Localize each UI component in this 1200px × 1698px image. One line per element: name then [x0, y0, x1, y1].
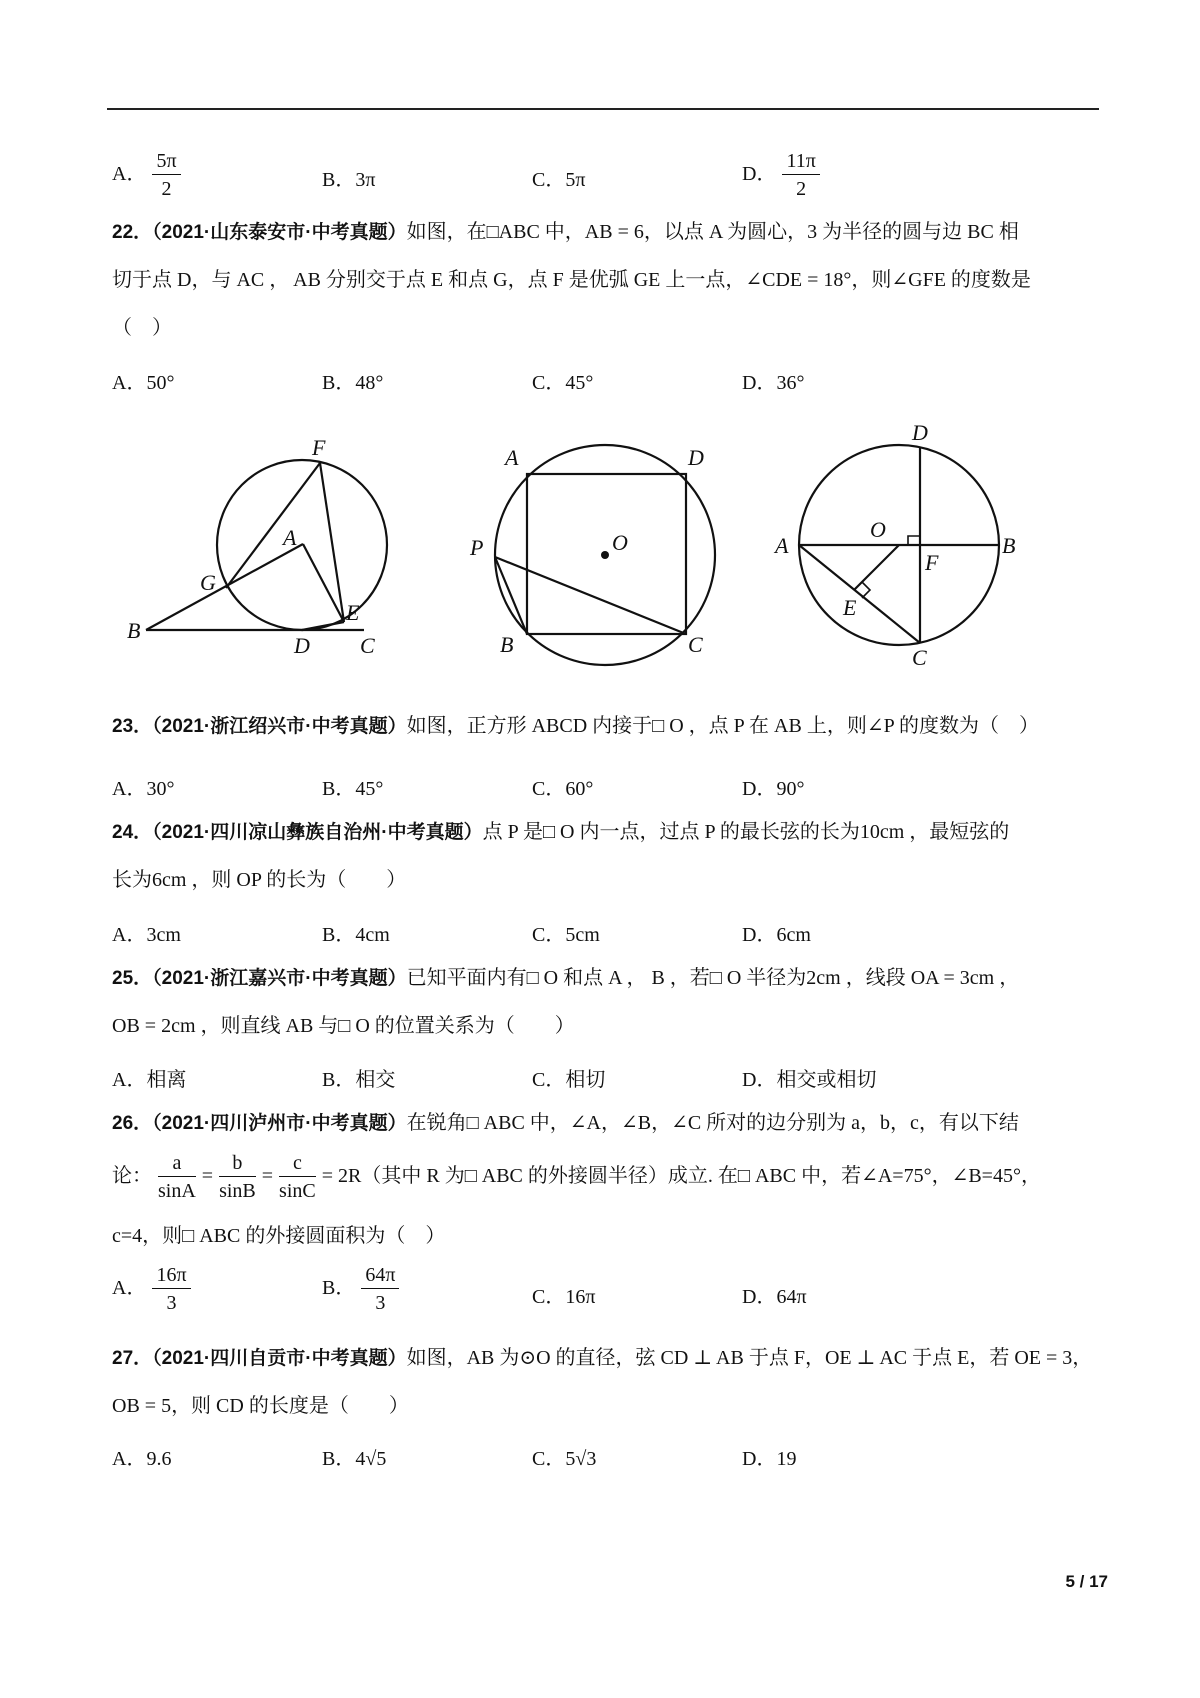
fig1-label-a: A [283, 525, 297, 550]
q26-option-a: A． $\frac{16\pi}{3}$ [112, 1262, 197, 1317]
q26-line1: 26．（2021·四川泸州市·中考真题）在锐角□ ABC 中，∠A，∠B，∠C 所对的边分别为 a，b，c，有以下结 [112, 1112, 1019, 1134]
q25-option-c: C．相切 [532, 1069, 606, 1091]
fig3-label-f: F [925, 550, 939, 575]
fig1-label-d: D [294, 633, 310, 658]
q23-option-a: A．30° [112, 778, 175, 800]
fig2-label-d: D [688, 445, 704, 470]
q23-line1: 23．（2021·浙江绍兴市·中考真题）如图，正方形 ABCD 内接于□ O ，点 P 在 AB 上，则∠P 的度数为（ ） [112, 715, 1039, 737]
q26-source: （2021·四川泸州市·中考真题） [152, 1113, 407, 1134]
q22-number: 22． [112, 222, 153, 243]
q26-option-d: D．64π [742, 1286, 807, 1308]
q22-line3: （ ） [112, 317, 172, 339]
fig3-label-b: B [1002, 533, 1016, 558]
q27-option-d: D．19 [742, 1448, 797, 1470]
q25-line1: 25．（2021·浙江嘉兴市·中考真题）已知平面内有□ O 和点 A ， B ，若□ O 半径为2cm ，线段 OA = 3cm ， [112, 967, 1020, 989]
q26-option-b: B． $\frac{64\pi}{3}$ [322, 1262, 405, 1317]
fig1-label-f: F [312, 435, 326, 460]
q21-option-d: D． $\frac{11\pi}{2}$ [742, 148, 826, 203]
q24-line2: 长为6cm ，则 OP 的长为（ ） [112, 869, 407, 891]
q25-option-a: A．相离 [112, 1069, 187, 1091]
q22-option-b: B．48° [322, 372, 384, 394]
q26-line2: 论： $\frac{a}{\sin A}$ = $\frac{b}{\sin B}$ = $\frac{c}{\sin C}$ = 2R（其中 R 为□ ABC 的外接圆半径）成立. 在□ ABC 中，若∠A=75°，∠B=45°， [112, 1152, 1041, 1202]
q22-option-d: D．36° [742, 372, 805, 394]
fig2-label-a: A [505, 445, 519, 470]
fig3-label-d: D [912, 420, 928, 445]
q22-line2: 切于点 D，与 AC ， AB 分别交于点 E 和点 G，点 F 是优弧 GE 上一点，∠CDE = 18°，则∠GFE 的度数是 [112, 269, 1031, 291]
fig3-label-o: O [870, 517, 886, 542]
q25-source: （2021·浙江嘉兴市·中考真题） [152, 968, 407, 989]
q24-number: 24． [112, 822, 153, 843]
figures [0, 420, 1200, 670]
q24-option-a: A．3cm [112, 924, 181, 946]
fig2-label-c: C [688, 632, 703, 657]
q27-option-c: C．5√3 [532, 1448, 597, 1470]
fig3-label-e: E [843, 595, 857, 620]
fig3-label-a: A [775, 533, 789, 558]
q24-option-b: B．4cm [322, 924, 390, 946]
q25-option-b: B．相交 [322, 1069, 396, 1091]
q26-number: 26． [112, 1113, 153, 1134]
q21-option-a: A． $\frac{5\pi}{2}$ [112, 148, 187, 203]
q25-line2: OB = 2cm ，则直线 AB 与□ O 的位置关系为（ ） [112, 1015, 575, 1037]
q27-option-a: A．9.6 [112, 1448, 172, 1470]
q27-source: （2021·四川自贡市·中考真题） [152, 1348, 407, 1369]
q26-option-c: C．16π [532, 1286, 596, 1308]
fig1-label-g: G [200, 570, 216, 595]
q24-line1: 24．（2021·四川凉山彝族自治州·中考真题）点 P 是□ O 内一点，过点 P 的最长弦的长为10cm ，最短弦的 [112, 821, 1010, 843]
fig1-label-c: C [360, 633, 375, 658]
fig1-label-b: B [127, 618, 141, 643]
q27-number: 27． [112, 1348, 153, 1369]
q24-option-c: C．5cm [532, 924, 600, 946]
fig1-label-e: E [346, 600, 360, 625]
q23-source: （2021·浙江绍兴市·中考真题） [152, 716, 407, 737]
fig2-label-p: P [470, 535, 484, 560]
fig2-label-o: O [612, 530, 628, 555]
fig2-label-b: B [500, 632, 514, 657]
q25-number: 25． [112, 968, 153, 989]
q22-source: （2021·山东泰安市·中考真题） [152, 222, 407, 243]
q26-line3: c=4，则□ ABC 的外接圆面积为（ ） [112, 1225, 446, 1247]
q22-line1: 22．（2021·山东泰安市·中考真题）如图，在□ABC 中，AB = 6，以点 A 为圆心，3 为半径的圆与边 BC 相 [112, 221, 1019, 243]
fig3-label-c: C [912, 645, 927, 670]
q27-line2: OB = 5，则 CD 的长度是（ ） [112, 1395, 409, 1417]
q24-option-d: D．6cm [742, 924, 811, 946]
header-rule [107, 108, 1099, 110]
q22-option-a: A．50° [112, 372, 175, 394]
q27-option-b: B．4√5 [322, 1448, 387, 1470]
q27-line1: 27．（2021·四川自贡市·中考真题）如图，AB 为⊙O 的直径，弦 CD ⊥ AB 于点 F，OE ⊥ AC 于点 E，若 OE = 3， [112, 1347, 1093, 1369]
q21-option-c: C．5π [532, 169, 586, 191]
q23-number: 23． [112, 716, 153, 737]
q22-option-c: C．45° [532, 372, 594, 394]
q25-option-d: D．相交或相切 [742, 1069, 877, 1091]
page-number: 5 / 17 [1065, 1572, 1108, 1591]
q21-option-b: B．3π [322, 169, 376, 191]
q23-option-d: D．90° [742, 778, 805, 800]
q23-option-b: B．45° [322, 778, 384, 800]
q23-option-c: C．60° [532, 778, 594, 800]
q24-source: （2021·四川凉山彝族自治州·中考真题） [152, 822, 483, 843]
figure-q27 [799, 445, 999, 645]
